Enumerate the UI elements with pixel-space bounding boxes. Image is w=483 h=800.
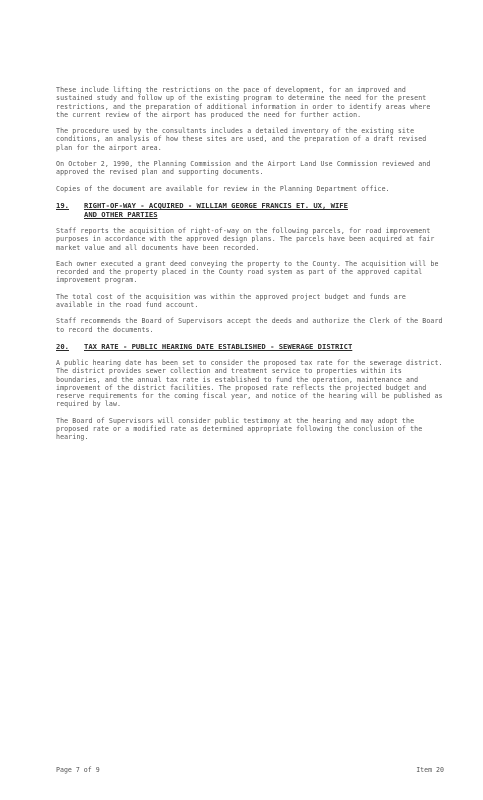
paragraph: Staff recommends the Board of Supervisors accept the deeds and authorize the Clerk of the Board to record the documents. — [56, 317, 443, 334]
paragraph: The procedure used by the consultants includes a detailed inventory of the existing site conditions, an analysis of how these sites are used, and the preparation of a draft revised plan for the airport area. — [56, 127, 427, 152]
footer-left: Page 7 of 9 — [56, 766, 100, 774]
section-title-line2: AND OTHER PARTIES — [84, 209, 158, 219]
page-footer — [56, 766, 444, 774]
section-heading-20 — [56, 342, 444, 351]
section-heading-19 — [56, 201, 444, 219]
section-title-line1: TAX RATE - PUBLIC HEARING DATE ESTABLISHED - SEWERAGE DISTRICT — [84, 341, 353, 351]
section-number: 20. — [56, 341, 69, 351]
paragraph: Each owner executed a grant deed conveying the property to the County. The acquisition will be recorded and the property placed in the County road system as part of the approved capital improvement program. — [56, 259, 439, 285]
paragraph: The total cost of the acquisition was within the approved project budget and funds are available in the road fund account. — [56, 292, 406, 310]
paragraph: These include lifting the restrictions on the pace of development, for an improved and sustained study and follow up of the existing program to determine the need for the present restrictions, and the preparation of additional information in order to identify areas where the current review of the airport has produced the need for further action. — [56, 86, 431, 119]
footer-right: Item 20 — [416, 766, 444, 774]
section-number: 19. — [56, 200, 69, 210]
paragraph: On October 2, 1990, the Planning Commission and the Airport Land Use Commission reviewed and approved the revised plan and supporting documents. — [56, 160, 431, 177]
paragraph: The Board of Supervisors will consider public testimony at the hearing and may adopt the proposed rate or a modified rate as determined appropriate following the conclusion of the hearing. — [56, 416, 423, 442]
paragraph: Staff reports the acquisition of right-of-way on the following parcels, for road improvement purposes in accordance with the approved design plans. The parcels have been acquired at fair market value and all documents have been recorded. — [56, 226, 435, 252]
paragraph: A public hearing date has been set to consider the proposed tax rate for the sewerage district. The district provides sewer collection and treatment service to properties within its boundaries, and the annual tax rate is established to fund the operation, maintenance and improvement of the district facilities. The proposed rate reflects the projected budget and reserve requirements for the coming fiscal year, and notice of the hearing will be published as required by law. — [56, 358, 443, 409]
section-title-line1: RIGHT-OF-WAY - ACQUIRED - WILLIAM GEORGE FRANCIS ET. UX, WIFE — [84, 200, 348, 210]
paragraph: Copies of the document are available for review in the Planning Department office. — [56, 184, 390, 193]
document-page — [56, 86, 444, 450]
